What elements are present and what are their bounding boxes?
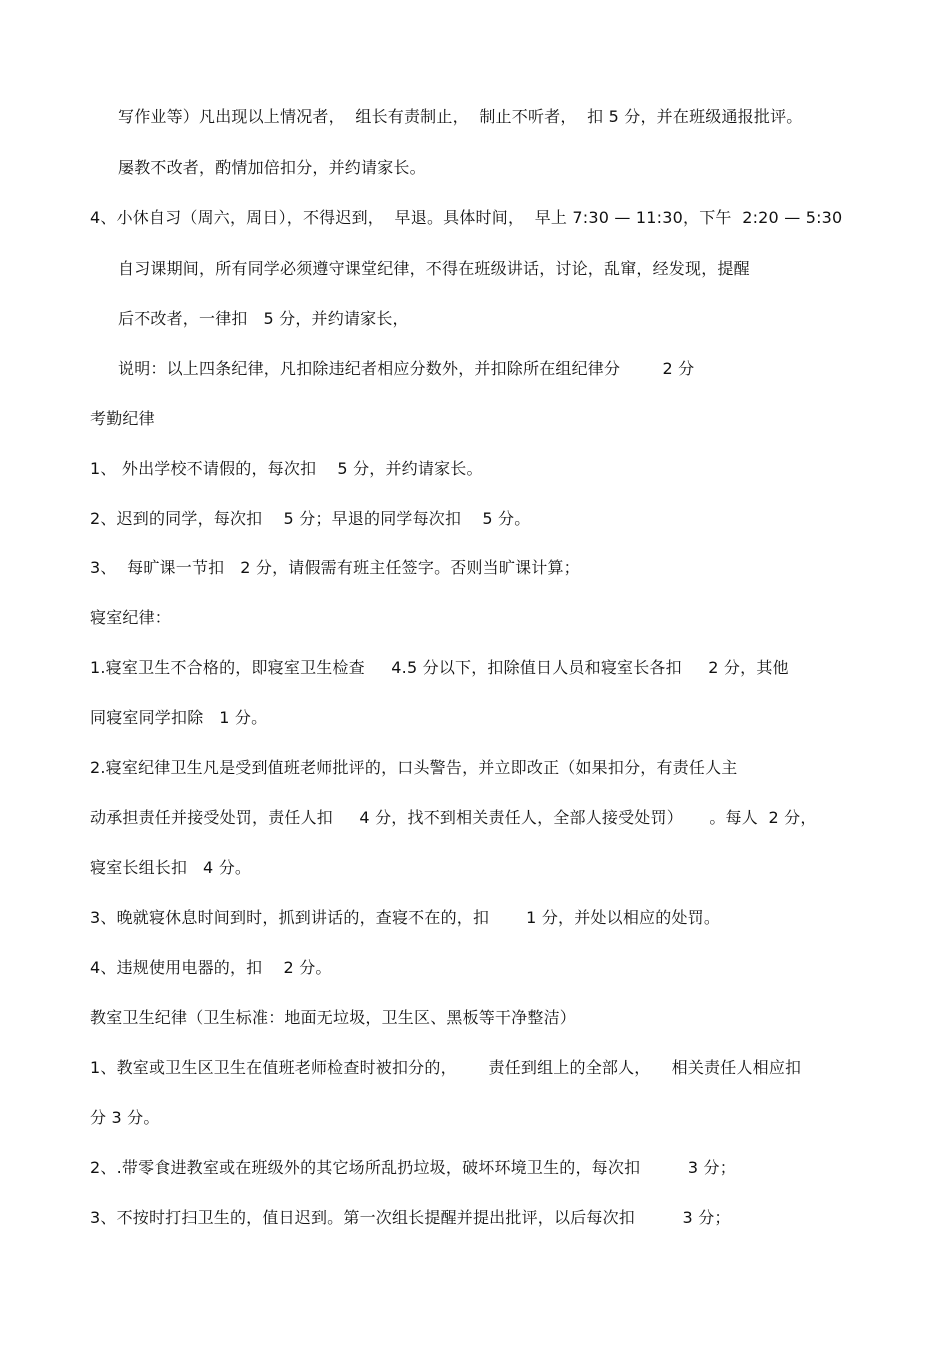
text-line-21: 分 3 分。	[90, 1108, 160, 1127]
text-line-23: 3、不按时打扫卫生的，值日迟到。第一次组长提醒并提出批评，以后每次扣 3 分；	[90, 1208, 731, 1227]
text-line-18: 4、违规使用电器的，扣 2 分。	[90, 958, 332, 977]
text-line-10: 3、 每旷课一节扣 2 分，请假需有班主任签字。否则当旷课计算；	[90, 558, 580, 577]
text-line-22: 2、.带零食进教室或在班级外的其它场所乱扔垃圾，破坏环境卫生的，每次扣 3 分；	[90, 1158, 736, 1177]
section-heading-dormitory: 寝室纪律：	[90, 608, 172, 627]
text-line-8: 1、 外出学校不请假的，每次扣 5 分，并约请家长。	[90, 459, 483, 478]
text-line-17: 3、晚就寝休息时间到时，抓到讲话的，查寝不在的，扣 1 分，并处以相应的处罚。	[90, 908, 721, 927]
text-line-14: 2.寝室纪律卫生凡是受到值班老师批评的，口头警告，并立即改正（如果扣分，有责任人主	[90, 758, 738, 777]
text-line-1: 写作业等）凡出现以上情况者， 组长有责制止， 制止不听者， 扣 5 分，并在班级通报批评。	[118, 107, 803, 126]
text-line-2: 屡教不改者，酌情加倍扣分，并约请家长。	[118, 158, 426, 177]
text-line-13: 同寝室同学扣除 1 分。	[90, 708, 268, 727]
text-line-5: 后不改者，一律扣 5 分，并约请家长，	[118, 309, 409, 328]
section-heading-attendance: 考勤纪律	[90, 409, 155, 428]
text-line-15: 动承担责任并接受处罚，责任人扣 4 分，找不到相关责任人，全部人接受处罚） 。每人 2 分，	[90, 808, 817, 827]
text-line-6: 说明：以上四条纪律，凡扣除违纪者相应分数外，并扣除所在组纪律分 2 分	[118, 359, 695, 378]
text-line-9: 2、迟到的同学，每次扣 5 分；早退的同学每次扣 5 分。	[90, 509, 531, 528]
section-heading-classroom-hygiene: 教室卫生纪律（卫生标准：地面无垃圾，卫生区、黑板等干净整洁）	[90, 1008, 577, 1027]
text-line-4: 自习课期间，所有同学必须遵守课堂纪律，不得在班级讲话，讨论，乱窜，经发现，提醒	[118, 259, 750, 278]
text-line-3: 4、小休自习（周六，周日），不得迟到， 早退。具体时间， 早上 7:30 — 11:30，下午 2:20 — 5:30	[90, 208, 843, 227]
text-line-12: 1.寝室卫生不合格的，即寝室卫生检查 4.5 分以下，扣除值日人员和寝室长各扣 2 分，其他	[90, 658, 789, 677]
text-line-20: 1、教室或卫生区卫生在值班老师检查时被扣分的， 责任到组上的全部人， 相关责任人相应扣	[90, 1058, 802, 1077]
text-line-16: 寝室长组长扣 4 分。	[90, 858, 252, 877]
